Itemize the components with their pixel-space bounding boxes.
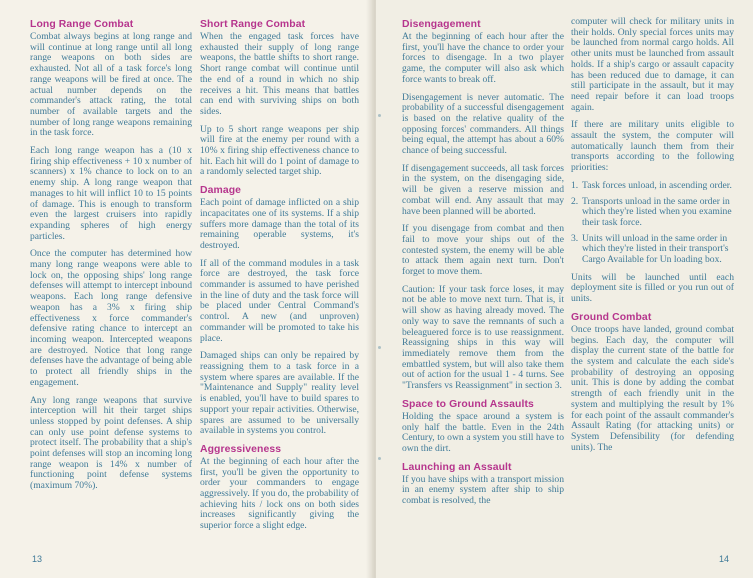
- right-page: [376, 0, 753, 578]
- body-paragraph: computer will check for military units in their holds. Only special forces units may be launched from normal cargo holds. All other units must be launched from assault holds. If a ship's cargo or assault capacity has been reduced due to damage, it can still participate in the assault, but it may need repair before it can load troops again.: [571, 16, 734, 113]
- right-page-column-2: [571, 17, 734, 460]
- list-item-number: 3.: [571, 232, 579, 244]
- body-paragraph: Units will be launched until each deployment site is filled or you run out of units.: [571, 271, 734, 305]
- list-item-number: 2.: [571, 195, 579, 207]
- margin-speck: [378, 346, 381, 349]
- body-paragraph: Combat always begins at long range and will continue at long range until all long range weapons on both sides are exhausted. Not all of a task force's long range weapons will be fired at once. The actual number depends on the commander's attack rating, the total number of available targets and the number of long range weapons remaining in the task force.: [30, 31, 192, 139]
- left-page: [0, 0, 372, 578]
- body-paragraph: If you have ships with a transport mission in an enemy system after ship to ship combat is resolved, the: [402, 473, 564, 507]
- section-heading: Disengagement: [402, 19, 481, 30]
- body-paragraph: If you disengage from combat and then fail to move your ships out of the contested system, the enemy will be able to attack them again next turn. Don't forget to move them.: [402, 223, 564, 278]
- margin-speck: [378, 457, 381, 460]
- section-heading: Space to Ground Assaults: [402, 398, 534, 410]
- priority-list: [571, 181, 734, 266]
- page-number-left: 13: [32, 554, 43, 564]
- list-item-text: Units will unload in the same order in which they're listed in their transport's Cargo Available for Un loading box.: [582, 232, 729, 266]
- body-paragraph: Damaged ships can only be repaired by reassigning them to a task force in a system where spares are available. If the "Maintenance and Supply" reality level is enabled, you'll have to build spares to support your repair activities. Otherwise, spares are assumed to be universally available in systems you control.: [200, 350, 359, 437]
- body-paragraph: Each point of damage inflicted on a ship incapacitates one of its systems. If a ship suffers more damage than the total of its remaining operable systems, it's destroyed.: [200, 197, 359, 251]
- section-heading: Aggressiveness: [200, 443, 282, 455]
- body-paragraph: Disengagement is never automatic. The probability of a successful disengagement is based on the relative quality of the opposing forces' commanders. All things being equal, the attempt has about a 60% chance of being successful.: [402, 91, 564, 157]
- section-heading: Ground Combat: [571, 311, 652, 323]
- section-heading: Launching an Assault: [402, 461, 512, 473]
- section-heading: Long Range Combat: [30, 19, 134, 30]
- list-item-text: Task forces unload, in ascending order.: [582, 179, 732, 191]
- body-paragraph: If disengagement succeeds, all task forces in the system, on the disengaging side, will be given a reserve mission and combat will end. Any assault that may have been planned will be aborted.: [402, 162, 564, 217]
- margin-speck: [378, 114, 381, 117]
- list-item-text: Transports unload in the same order in which they're listed when you examine their task force.: [582, 195, 732, 228]
- list-item: [571, 234, 734, 266]
- left-page-column-1: [30, 17, 192, 499]
- body-paragraph: Once troops have landed, ground combat begins. Each day, the computer will display the current state of the battle for the system and calculate the each side's probability of destroying an opposing unit. This is done by adding the combat strength of each friendly unit in the system and multiplying the result by 1% for each point of the assault commander's Assault Rating (for attacking units) or System Defensibility (for defending units). The: [571, 323, 734, 453]
- body-paragraph: If there are military units eligible to assault the system, the computer will automatically launch them from their transports according to the following priorities:: [571, 119, 734, 174]
- body-paragraph: If all of the command modules in a task force are destroyed, the task force commander is assumed to have perished in the line of duty and the task force will be placed under Central Command's control. A new (and unproven) commander will be promoted to take his place.: [200, 257, 359, 344]
- body-paragraph: Holding the space around a system is only half the battle. Even in the 24th Century, to own a system you still have to own the dirt.: [402, 410, 564, 454]
- right-page-column-1: [402, 17, 564, 514]
- body-paragraph: At the beginning of each hour after the first, you'll be given the opportunity to order your commanders to engage aggressively. If you do, the probability of achieving hits / lock ons on both sides increases significantly giving the superior force a slight edge.: [200, 455, 359, 532]
- body-paragraph: At the beginning of each hour after the first, you'll have the chance to order your forces to disengage. In a two player game, the computer will also ask which force wants to break off.: [402, 31, 564, 85]
- body-paragraph: Any long range weapons that survive interception will hit their target ships unless stopped by point defenses. A ship can only use point defense systems to protect itself. The probability that a ship's point defenses will stop an incoming long range weapon is 14% x number of functioning point defense systems (maximum 70%).: [30, 394, 192, 492]
- list-item: [571, 181, 734, 192]
- body-paragraph: Up to 5 short range weapons per ship will fire at the enemy per round with a 10% x firing ship effectiveness chance to hit. Each hit will do 1 point of damage to a randomly selected target ship.: [200, 123, 359, 178]
- page-number-right: 14: [718, 554, 729, 564]
- section-heading: Damage: [200, 185, 242, 197]
- list-item: [571, 197, 734, 229]
- left-page-column-2: [200, 17, 359, 539]
- list-item-number: 1.: [571, 179, 579, 191]
- body-paragraph: Each long range weapon has a (10 x firing ship effectiveness + 10 x number of scanners) x 1% chance to lock on to an enemy ship. A long range weapon that manages to hit will inflict 10 to 15 points of damage. This is enough to transform even the largest cruisers into rapidly expanding spheres of high energy particles.: [30, 145, 192, 242]
- body-paragraph: Caution: If your task force loses, it may not be able to move next turn. That is, it will show as having already moved. The only way to save the remnants of such a beleaguered force is to use reassignment. Reassigning ships in this way will immediately remove them from the embattled system, but will also take them out of action for the usual 1 - 4 turns. See "Transfers vs Reassignment" in section 3.: [402, 283, 564, 392]
- body-paragraph: Once the computer has determined how many long range weapons were able to lock on, the opposing ships' long range defenses will attempt to intercept inbound weapons. Each long range defensive weapon has a 3% x firing ship effectiveness x force commander's defensive rating chance to intercept an incoming weapon. Intercepted weapons are destroyed. Notice that long range defenses have the advantage of being able to protect all friendly ships in the engagement.: [30, 248, 192, 388]
- section-heading: Short Range Combat: [200, 19, 306, 30]
- body-paragraph: When the engaged task forces have exhausted their supply of long range weapons, the battle shifts to short range. Short range combat will continue until the end of a round in which no ship receives a hit. This means that battles can end with surviving ships on both sides.: [200, 31, 359, 117]
